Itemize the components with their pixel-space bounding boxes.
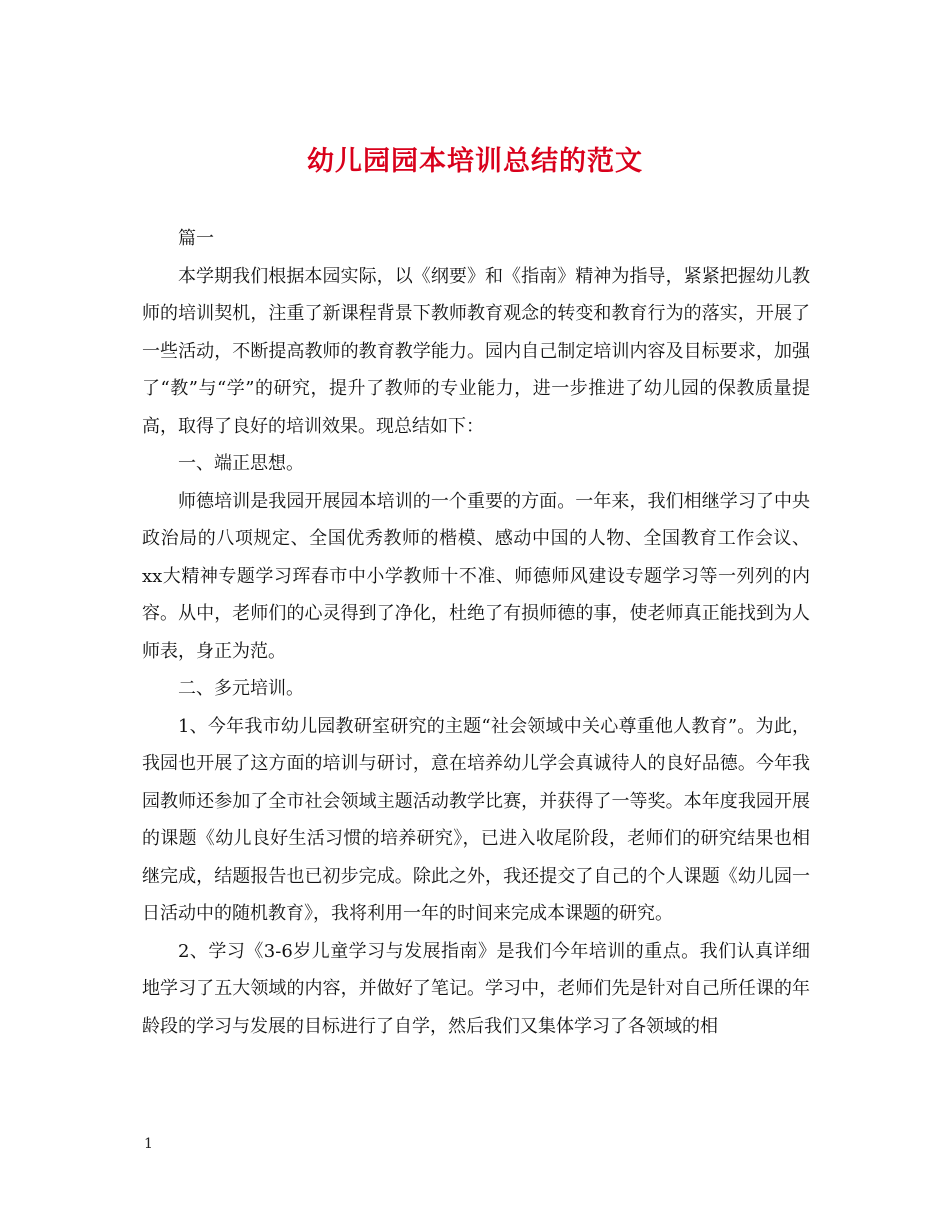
section-heading-two: 二、多元培训。 <box>178 678 304 699</box>
body-paragraph: 2、学习《3-6岁儿童学习与发展指南》是我们今年培训的重点。我们认真详细地学习了五大领域的内容，并做好了笔记。学习中，老师们先是针对自己所任课的年龄段的学习与发展的目标进行了自学，然后我们又集体学习了各领域的相 <box>142 940 810 1037</box>
section-heading-one: 一、端正思想。 <box>178 453 304 474</box>
page-number: 1 <box>144 1136 153 1152</box>
intro-paragraph: 本学期我们根据本园实际，以《纲要》和《指南》精神为指导，紧紧把握幼儿教师的培训契机，注重了新课程背景下教师教育观念的转变和教育行为的落实，开展了一些活动，不断提高教师的教育教学能力。园内自己制定培训内容及目标要求，加强了“教”与“学”的研究，提升了教师的专业能力，进一步推进了幼儿园的保教质量提高，取得了良好的培训效果。现总结如下： <box>142 265 810 437</box>
body-paragraph: 1、今年我市幼儿园教研室研究的主题“社会领域中关心尊重他人教育”。为此，我园也开展了这方面的培训与研讨，意在培养幼儿学会真诚待人的良好品德。今年我园教师还参加了全市社会领域主题活动教学比赛，并获得了一等奖。本年度我园开展的课题《幼儿良好生活习惯的培养研究》，已进入收尾阶段，老师们的研究结果也相继完成，结题报告也已初步完成。除此之外，我还提交了自己的个人课题《幼儿园一日活动中的随机教育》，我将利用一年的时间来完成本课题的研究。 <box>142 715 810 924</box>
section-heading-part-one: 篇一 <box>178 228 214 249</box>
body-paragraph: 师德培训是我园开展园本培训的一个重要的方面。一年来，我们相继学习了中央政治局的八项规定、全国优秀教师的楷模、感动中国的人物、全国教育工作会议、xx大精神专题学习珲春市中小学教师十不准、师德师风建设专题学习等一列列的内容。从中，老师们的心灵得到了净化，杜绝了有损师德的事，使老师真正能找到为人师表，身正为范。 <box>142 490 810 662</box>
document-body <box>142 220 810 1045</box>
document-title: 幼儿园园本培训总结的范文 <box>307 146 643 177</box>
